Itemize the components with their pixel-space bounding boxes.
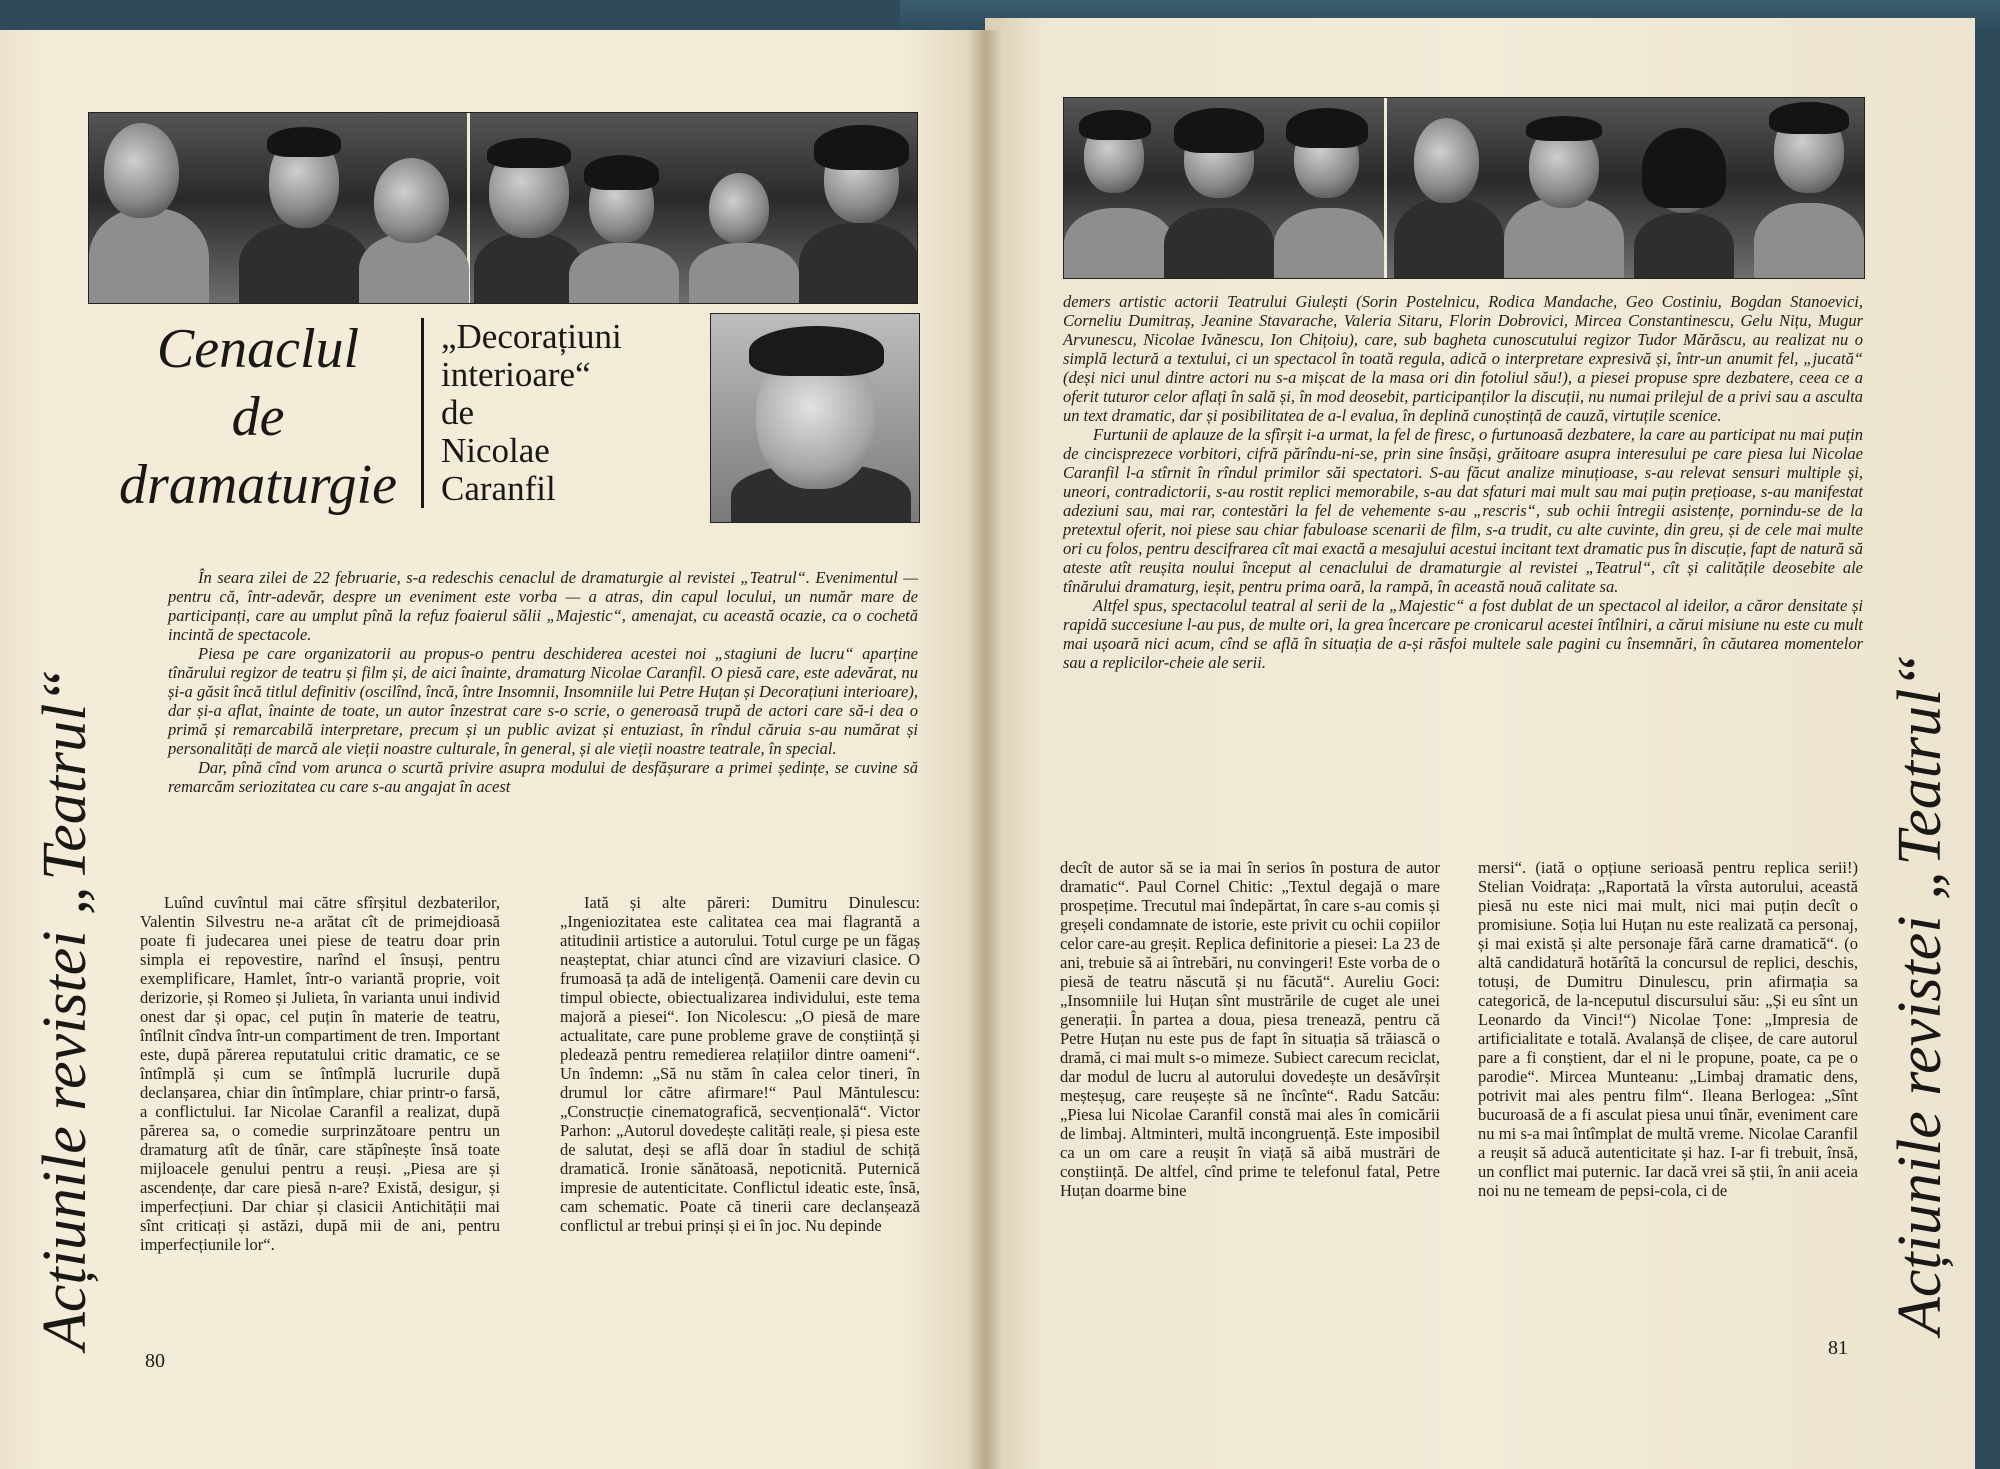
right-group-photo	[1063, 97, 1865, 279]
right-page-number: 81	[1828, 1337, 1848, 1359]
right-side-title: Acțiunile revistei „Teatrul“	[1886, 654, 1954, 1335]
author-portrait	[710, 313, 920, 523]
left-page-number: 80	[145, 1350, 165, 1372]
page-gutter	[968, 30, 1002, 1469]
left-column-1: Luînd cuvîntul mai către sfîrșitul dezbaterilor, Valentin Silvestru ne-a arătat cît de primejdioasă poate fi judecarea unei piese de teatru doar prin simpla ei repovestire, narînd el însuși, pentru exemplificare, Hamlet, într-o variantă proprie, voit derizorie, și Romeo și Julieta, în varianta unui individ onest dar și opac, cel puțin în materie de teatru, întîlnit cîndva într-un compartiment de tren. Important este, după părerea reputatului critic dramatic, ce se întîmplă și cum se întîmplă lucrurile după declanșarea, chiar din întîmplare, chiar printr-o farsă, a conflictului. Iar Nicolae Caranfil a realizat, după părerea sa, o comedie surprinzătoare pentru un dramaturg atît de tînăr, care stăpînește însă toate mijloacele genului pentru a reuși. „Piesa are și ascendențe, dar care piesă n-are? Există, desigur, și imperfecțiuni. Dar chiar și clasicii Antichității mai sînt criticați și astăzi, după mii de ani, pentru imperfecțiunile lor“.	[140, 893, 500, 1254]
left-group-photo	[88, 112, 918, 304]
intro-text: În seara zilei de 22 februarie, s-a redeschis cenaclul de dramaturgie al revistei „Teatrul“. Evenimentul — pentru că, într-adevăr, despre un eveniment este vorba — a atras, din capul locului, un număr mare de participanți, care au umplut pînă la refuz foaierul sălii „Majestic“, amenajat, cu această ocazie, ca o cochetă incintă de spectacole. Piesa pe care organizatorii au propus-o pentru deschiderea acestei noi „stagiuni de lucru“ aparține tînărului regizor de teatru și film și, de aici înainte, dramaturg Nicolae Caranfil. O piesă care, este adevărat, nu și-a găsit încă titlul definitiv (oscilînd, încă, între Insomnii, Insomniile lui Petre Huțan și Decorațiuni interioare), dar și-a aflat, înainte de toate, un autor înzestrat care s-o scrie, o generoasă trupă de actori care să-i dea o primă și remarcabilă interpretare, precum și un public avizat și entuziast, în rîndul căruia s-au numărat și personalități de marcă ale vieții noastre culturale, în general, și ale vieții noastre teatrale, în special. Dar, pînă cînd vom arunca o scurtă privire asupra modului de desfășurare a primei ședințe, se cuvine să remarcăm seriozitatea cu care s-au angajat în acest	[168, 568, 918, 796]
article-title: Cenaclul de dramaturgie	[119, 318, 397, 516]
article-subtitle: „Decorațiuni interioare“ de Nicolae Caranfil	[441, 317, 622, 508]
title-divider	[421, 318, 424, 508]
left-side-title: Acțiunile revistei „Teatrul“	[31, 669, 99, 1350]
right-column-2: mersi“. (iată o opțiune serioasă pentru replica serii!) Stelian Voidrața: „Raportată la vîrsta autorului, această piesă nu este nici mai mult, nici mai puțin decît o promisiune. Soția lui Huțan nu este realizată ca personaj, și mai există și alte personaje fără carne dramatică“. (o altă candidatură hotărîtă la concursul de replici, deschis, totuși, de Dumitru Dinulescu, prin afirmația sa categorică, de la-nceputul discursului său: „Și eu sînt un Leonardo da Vinci!“) Nicolae Țone: „Impresia de artificialitate e totală. Avalanșă de clișee, de care autorul pare a fi conștient, dar el ni le propune, poate, ca pe o parodie“. Mircea Munteanu: „Limbaj dramatic dens, potrivit mai ales pentru film“. Ileana Berlogea: „Sînt bucuroasă de a fi asculat piesa unui tînăr, eveniment care nu mi s-a mai întîmplat de multă vreme. Nicolae Caranfil a reușit să aducă autenticitate și haz. I-ar fi trebuit, însă, un conflict mai puternic. Iar dacă vrei să știi, în anii aceia noi nu ne temeam de pepsi-cola, ci de	[1478, 858, 1858, 1200]
left-column-2: Iată și alte păreri: Dumitru Dinulescu: „Ingeniozitatea este calitatea cea mai flagrantă a atitudinii artistice a autorului. Totul curge pe un făgaș neașteptat, chiar atunci cînd are vizaviuri clasice. O frumoasă ța adă de inteligență. Oamenii care devin cu timpul obiecte, obiectualizarea individului, este tema majoră a piesei“. Ion Nicolescu: „O piesă de mare actualitate, care pune probleme grave de conștiință și pledează pentru remedierea relațiilor dintre oameni“. Un îndemn: „Să nu stăm în calea celor tineri, în drumul lor către afirmare!“ Paul Măntulescu: „Construcție cinematografică, secvențională“. Victor Parhon: „Autorul dovedește calități reale, și piesa este de salutat, deși se află doar în stadiul de schiță dramatică. Ironie sănătoasă, nepoticnită. Puternică impresie de autenticitate. Conflictul ideatic este, însă, cam schematic. Poate că tinerii care declanșează conflictul ar trebui prinși și ei în joc. Nu depinde	[560, 893, 920, 1235]
right-column-1: decît de autor să se ia mai în serios în postura de autor dramatic“. Paul Cornel Chitic: „Textul degajă o mare prospețime. Trecutul mai îndepărtat, în care s-au comis și greșeli condamnate de istorie, este privit cu ochii copiilor celor care-au greșit. Replica definitorie a piesei: La 23 de ani, trebuie să ai întrebări, nu convingeri! Este vorba de o piesă de teatru născută și nu făcută“. Aureliu Goci: „Insomniile lui Huțan sînt mustrările de cuget ale unei generații. În partea a doua, piesa trenează, pentru că Petre Huțan nu este pus de fapt în situația să trăiască o dramă, ci mai mult s-o mimeze. Subiect carecum reciclat, dar modul de lucru al autorului dovedește un desăvîrșit meșteșug, care reușește să ne încînte“. Radu Satcău: „Piesa lui Nicolae Caranfil constă mai ales în comicării de limbaj. Altminteri, multă incongruență. Este imposibil ca un om care a reușit în viață să aibă mustrări de conștiință. De altfel, cînd prime te telefonul fatal, Petre Huțan doarme bine	[1060, 858, 1440, 1200]
right-top-text: demers artistic actorii Teatrului Giulești (Sorin Postelnicu, Rodica Mandache, Geo Costiniu, Bogdan Stanoevici, Corneliu Dumitraș, Jeanine Stavarache, Valeria Sitaru, Florin Dobrovici, Mircea Constantinescu, Gelu Nițu, Mugur Arvunescu, Nicolae Ivănescu, Ion Chițoiu), care, sub bagheta cunoscutului regizor Tudor Mărăscu, au realizat nu o simplă lectură a textului, ci un spectacol în toată regula, adică o interpretare expresivă și, într-un anumit fel, „jucată“ (deși nici unul dintre actori nu s-a mișcat de la masa ori din fotoliul său!), a piesei propuse spre dezbatere, ceea ce a oferit tuturor celor aflați în sală și, în mod deosebit, participanților la discuții, nu numai prilejul de a privi sau a asculta un text dramatic, dar și posibilitatea de a-l evalua, în deplină cunoștință de cauză, virtuțile scenice. Furtunii de aplauze de la sfîrșit i-a urmat, la fel de firesc, o furtunoasă dezbatere, la care au participat nu mai puțin de cincisprezece vorbitori, cifră părîndu-ni-se, prin sine însăși, grăitoare asupra interesului pe care piesa lui Nicolae Caranfil l-a stîrnit în rîndul primilor săi spectatori. S-au făcut analize minuțioase, s-au relevat sensuri multiple și, uneori, contradictorii, s-au rostit replici memorabile, s-au dat sfaturi mai mult sau mai puțin prețioase, s-au manifestat adeziuni sau, mai rar, contestări la fel de vehemente s-au „rescris“, sub ochii întregii asistențe, pornindu-se de la pretextul oferit, noi piese sau chiar fabuloase scenarii de film, s-a trudit, cu alte cuvinte, din greu, și de cele mai multe ori cu folos, pentru descifrarea cît mai exactă a mesajului acestui incitant text dramatic pus în discuție, fapt de natură să ateste atît reușita noului început al cenaclului de dramaturgie al revistei „Teatrul“, cît și calitățile deosebite ale tînărului dramaturg, ieșit, pentru prima oară, la rampă, în această nouă calitate sa. Altfel spus, spectacolul teatral al serii de la „Majestic“ a fost dublat de un spectacol al ideilor, a căror densitate și rapidă succesiune l-au pus, de multe ori, la grea încercare pe cronicarul acestei întîlniri, a cărui misiune nu este cu mult mai ușoară nici acum, cînd se află în situația de a-și răsfoi multele sale pagini cu însemnări, în căutarea momentelor sau a replicilor-cheie ale serii.	[1063, 292, 1863, 672]
